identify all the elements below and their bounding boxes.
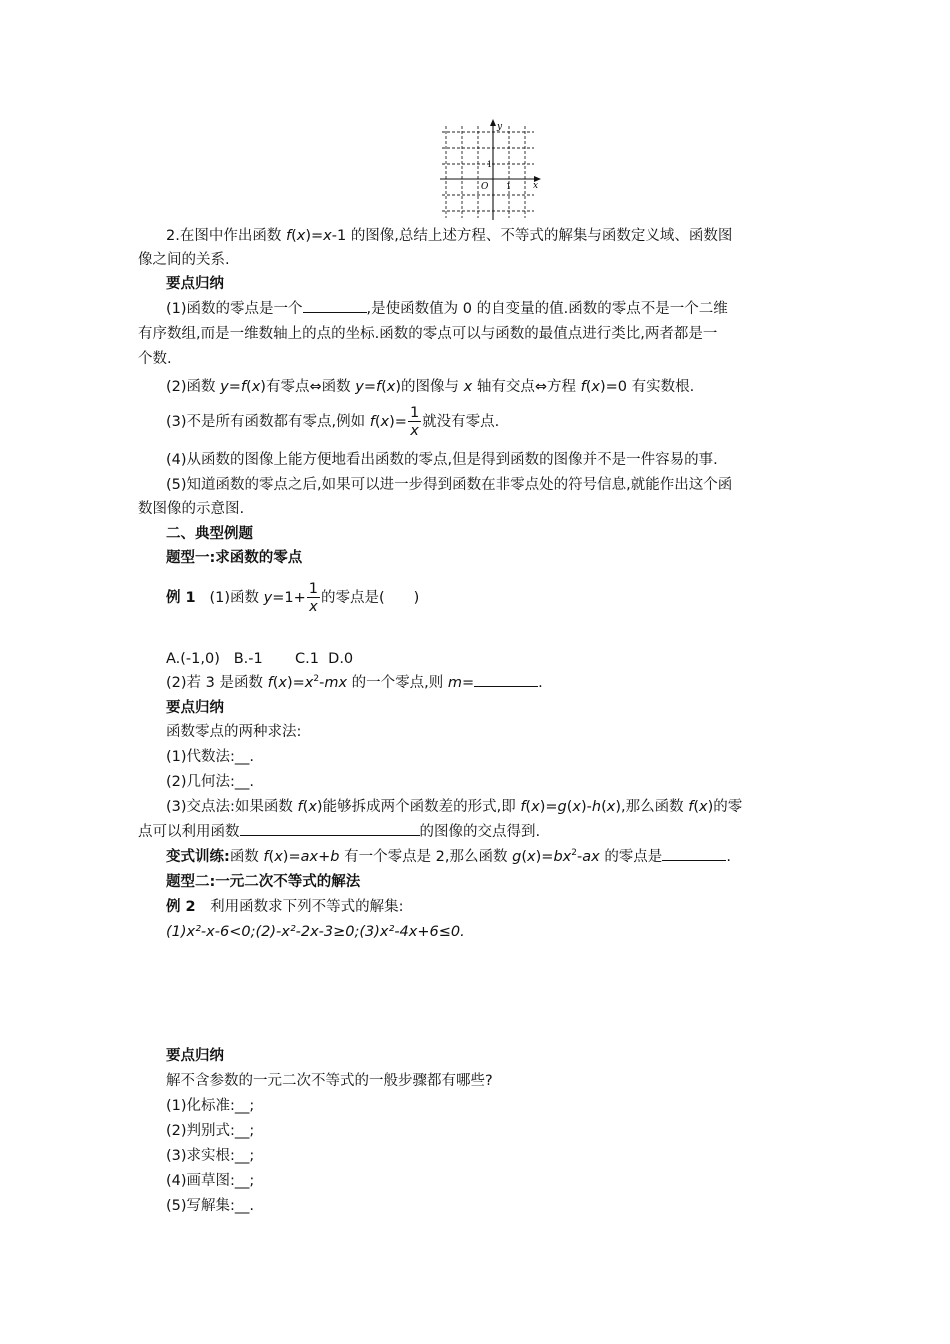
example-1-label: 例 1: [166, 590, 196, 606]
summary2-intro: 函数零点的两种求法:: [166, 724, 302, 740]
s2-3-d: 的零: [713, 799, 743, 815]
s2-3-f: 的图像的交点得到.: [419, 824, 541, 840]
summary1-p1-a: (1)函数的零点是一个: [166, 301, 303, 317]
q2-text-b: 的图像,总结上述方程、不等式的解集与函数定义域、函数图: [350, 228, 733, 244]
summary-heading-1: 要点归纳: [166, 276, 224, 292]
axes: [440, 122, 538, 220]
example-2-line: [166, 896, 818, 918]
ex1-2-a: (2)若 3 是函数: [166, 675, 263, 691]
summary3-item-2: (2)判别式:__;: [166, 1123, 255, 1139]
answer-blank[interactable]: [303, 298, 367, 313]
summary1-p5-line2: 数图像的示意图.: [138, 501, 245, 517]
s2-3-e: 点可以利用函数: [138, 824, 240, 840]
summary3-item-1: (1)化标准:__;: [166, 1098, 255, 1114]
summary3-item-5: (5)写解集:__.: [166, 1198, 255, 1214]
example-2-items: (1)x²-x-6<0;(2)-x²-2x-3≥0;(3)x²-4x+6≤0.: [166, 924, 465, 940]
summary3-intro: 解不含参数的一元二次不等式的一般步骤都有哪些?: [166, 1073, 493, 1089]
answer-blank[interactable]: [662, 846, 726, 861]
summary1-p2-c: 的图像与: [401, 379, 460, 395]
s2-3-b: 能够拆成两个函数差的形式,即: [322, 799, 516, 815]
ex1-2-c: =: [462, 675, 475, 691]
variant-drill: 变式训练:函数 f(x)=ax+b 有一个零点是 2,那么函数 $g(x)=bx^2-ax$ 的零点是 .: [166, 846, 818, 868]
example-1-part-2: (2)若 3 是函数 $f(x)=x^2-mx$ 的一个零点,则 m= .: [166, 672, 818, 694]
example-2-label: 例 2: [166, 899, 196, 915]
summary2-item-3-line1: (3)交点法:如果函数 f(x)能够拆成两个函数差的形式,即 f(x)=g(x)-h(x),那么函数 f(x)的零: [166, 799, 743, 815]
y-axis-label: y: [497, 122, 503, 132]
y-tick-label: 1: [487, 160, 493, 169]
summary1-p3: (3)不是所有函数都有零点,例如 f(x)= $\frac{1}{x}$ 就没有零点.: [166, 404, 500, 439]
x-axis-label: x: [533, 181, 539, 191]
drill-c: 的零点是: [604, 849, 663, 865]
origin-label: O: [481, 182, 489, 192]
summary1-p1-b: ,是使函数值为 0 的自变量的值.函数的零点不是一个二维: [366, 301, 728, 317]
summary1-p3-b: 就没有零点.: [422, 414, 500, 430]
summary1-p2-a: (2)函数: [166, 379, 216, 395]
summary1-p4: (4)从函数的图像上能方便地看出函数的零点,但是得到函数的图像并不是一件容易的事.: [166, 452, 718, 468]
question-2-line-2: [138, 249, 818, 271]
y-axis-arrow-icon: [490, 119, 496, 126]
variant-drill-label: 变式训练:: [166, 849, 230, 865]
question-2-line-1: 2.在图中作出函数 f(x)=x-1 的图像,总结上述方程、不等式的解集与函数定义域、函数图: [166, 228, 733, 244]
answer-blank[interactable]: [240, 821, 420, 836]
summary1-p1-line2: 有序数组,而是一维数轴上的点的坐标.函数的零点可以与函数的最值点进行类比,两者都是一: [138, 326, 718, 342]
summary3-item-4: (4)画草图:__;: [166, 1173, 255, 1189]
q2-text-c: 像之间的关系.: [138, 252, 230, 268]
type-2-heading: 题型二:一元二次不等式的解法: [166, 874, 361, 890]
summary-heading-2: 要点归纳: [166, 700, 224, 716]
s2-3-c: ,那么函数: [621, 799, 684, 815]
ex1-text-b: 的零点是( ): [320, 590, 420, 606]
summary1-p1-line1: [166, 298, 818, 320]
summary1-p2-e: =0 有实数根.: [605, 379, 695, 395]
ex1-2-b: 的一个零点,则: [351, 675, 444, 691]
summary1-p2: (2)函数 y=f(x)有零点⇔函数 y=f(x)的图像与 x 轴有交点⇔方程 f(x)=0 有实数根.: [166, 379, 695, 395]
summary1-p2-d: 轴有交点⇔方程: [476, 379, 576, 395]
summary1-p3-a: (3)不是所有函数都有零点,例如: [166, 414, 366, 430]
ex1-text-a: (1)函数: [209, 590, 260, 606]
fraction-one-over-x: $\frac{1}{x}$: [308, 580, 318, 615]
drill-a: 函数: [229, 849, 259, 865]
summary1-p5-line1: (5)知道函数的零点之后,如果可以进一步得到函数在非零点处的符号信息,就能作出这个函: [166, 477, 733, 493]
type-1-heading: 题型一:求函数的零点: [166, 550, 303, 566]
ex2-text: 利用函数求下列不等式的解集:: [195, 899, 404, 915]
summary2-item-1: (1)代数法:__.: [166, 749, 255, 765]
grid-lines: [442, 126, 534, 218]
summary-heading-3: 要点归纳: [166, 1048, 224, 1064]
summary3-item-3: (3)求实根:__;: [166, 1148, 255, 1164]
example-1-options: A.(-1,0) B.-1 C.1 D.0: [166, 651, 354, 667]
summary2-item-2: (2)几何法:__.: [166, 774, 255, 790]
summary2-item-3-line2: [138, 821, 818, 843]
q2-text-a: 2.在图中作出函数: [166, 228, 282, 244]
summary1-p1-line3: 个数.: [138, 351, 172, 367]
drill-b: 有一个零点是 2,那么函数: [344, 849, 508, 865]
x-tick-label: 1: [506, 182, 512, 191]
answer-blank[interactable]: [474, 672, 538, 687]
summary1-p2-b: 有零点⇔函数: [265, 379, 351, 395]
coordinate-grid-figure: [438, 118, 544, 222]
s2-3-a: (3)交点法:如果函数: [166, 799, 293, 815]
section-2-heading: 二、典型例题: [166, 526, 253, 542]
example-1-line: 例 1 (1)函数 y=1+ $\frac{1}{x}$ 的零点是( ): [166, 580, 420, 615]
fraction-one-over-x: $\frac{1}{x}$: [409, 404, 420, 439]
